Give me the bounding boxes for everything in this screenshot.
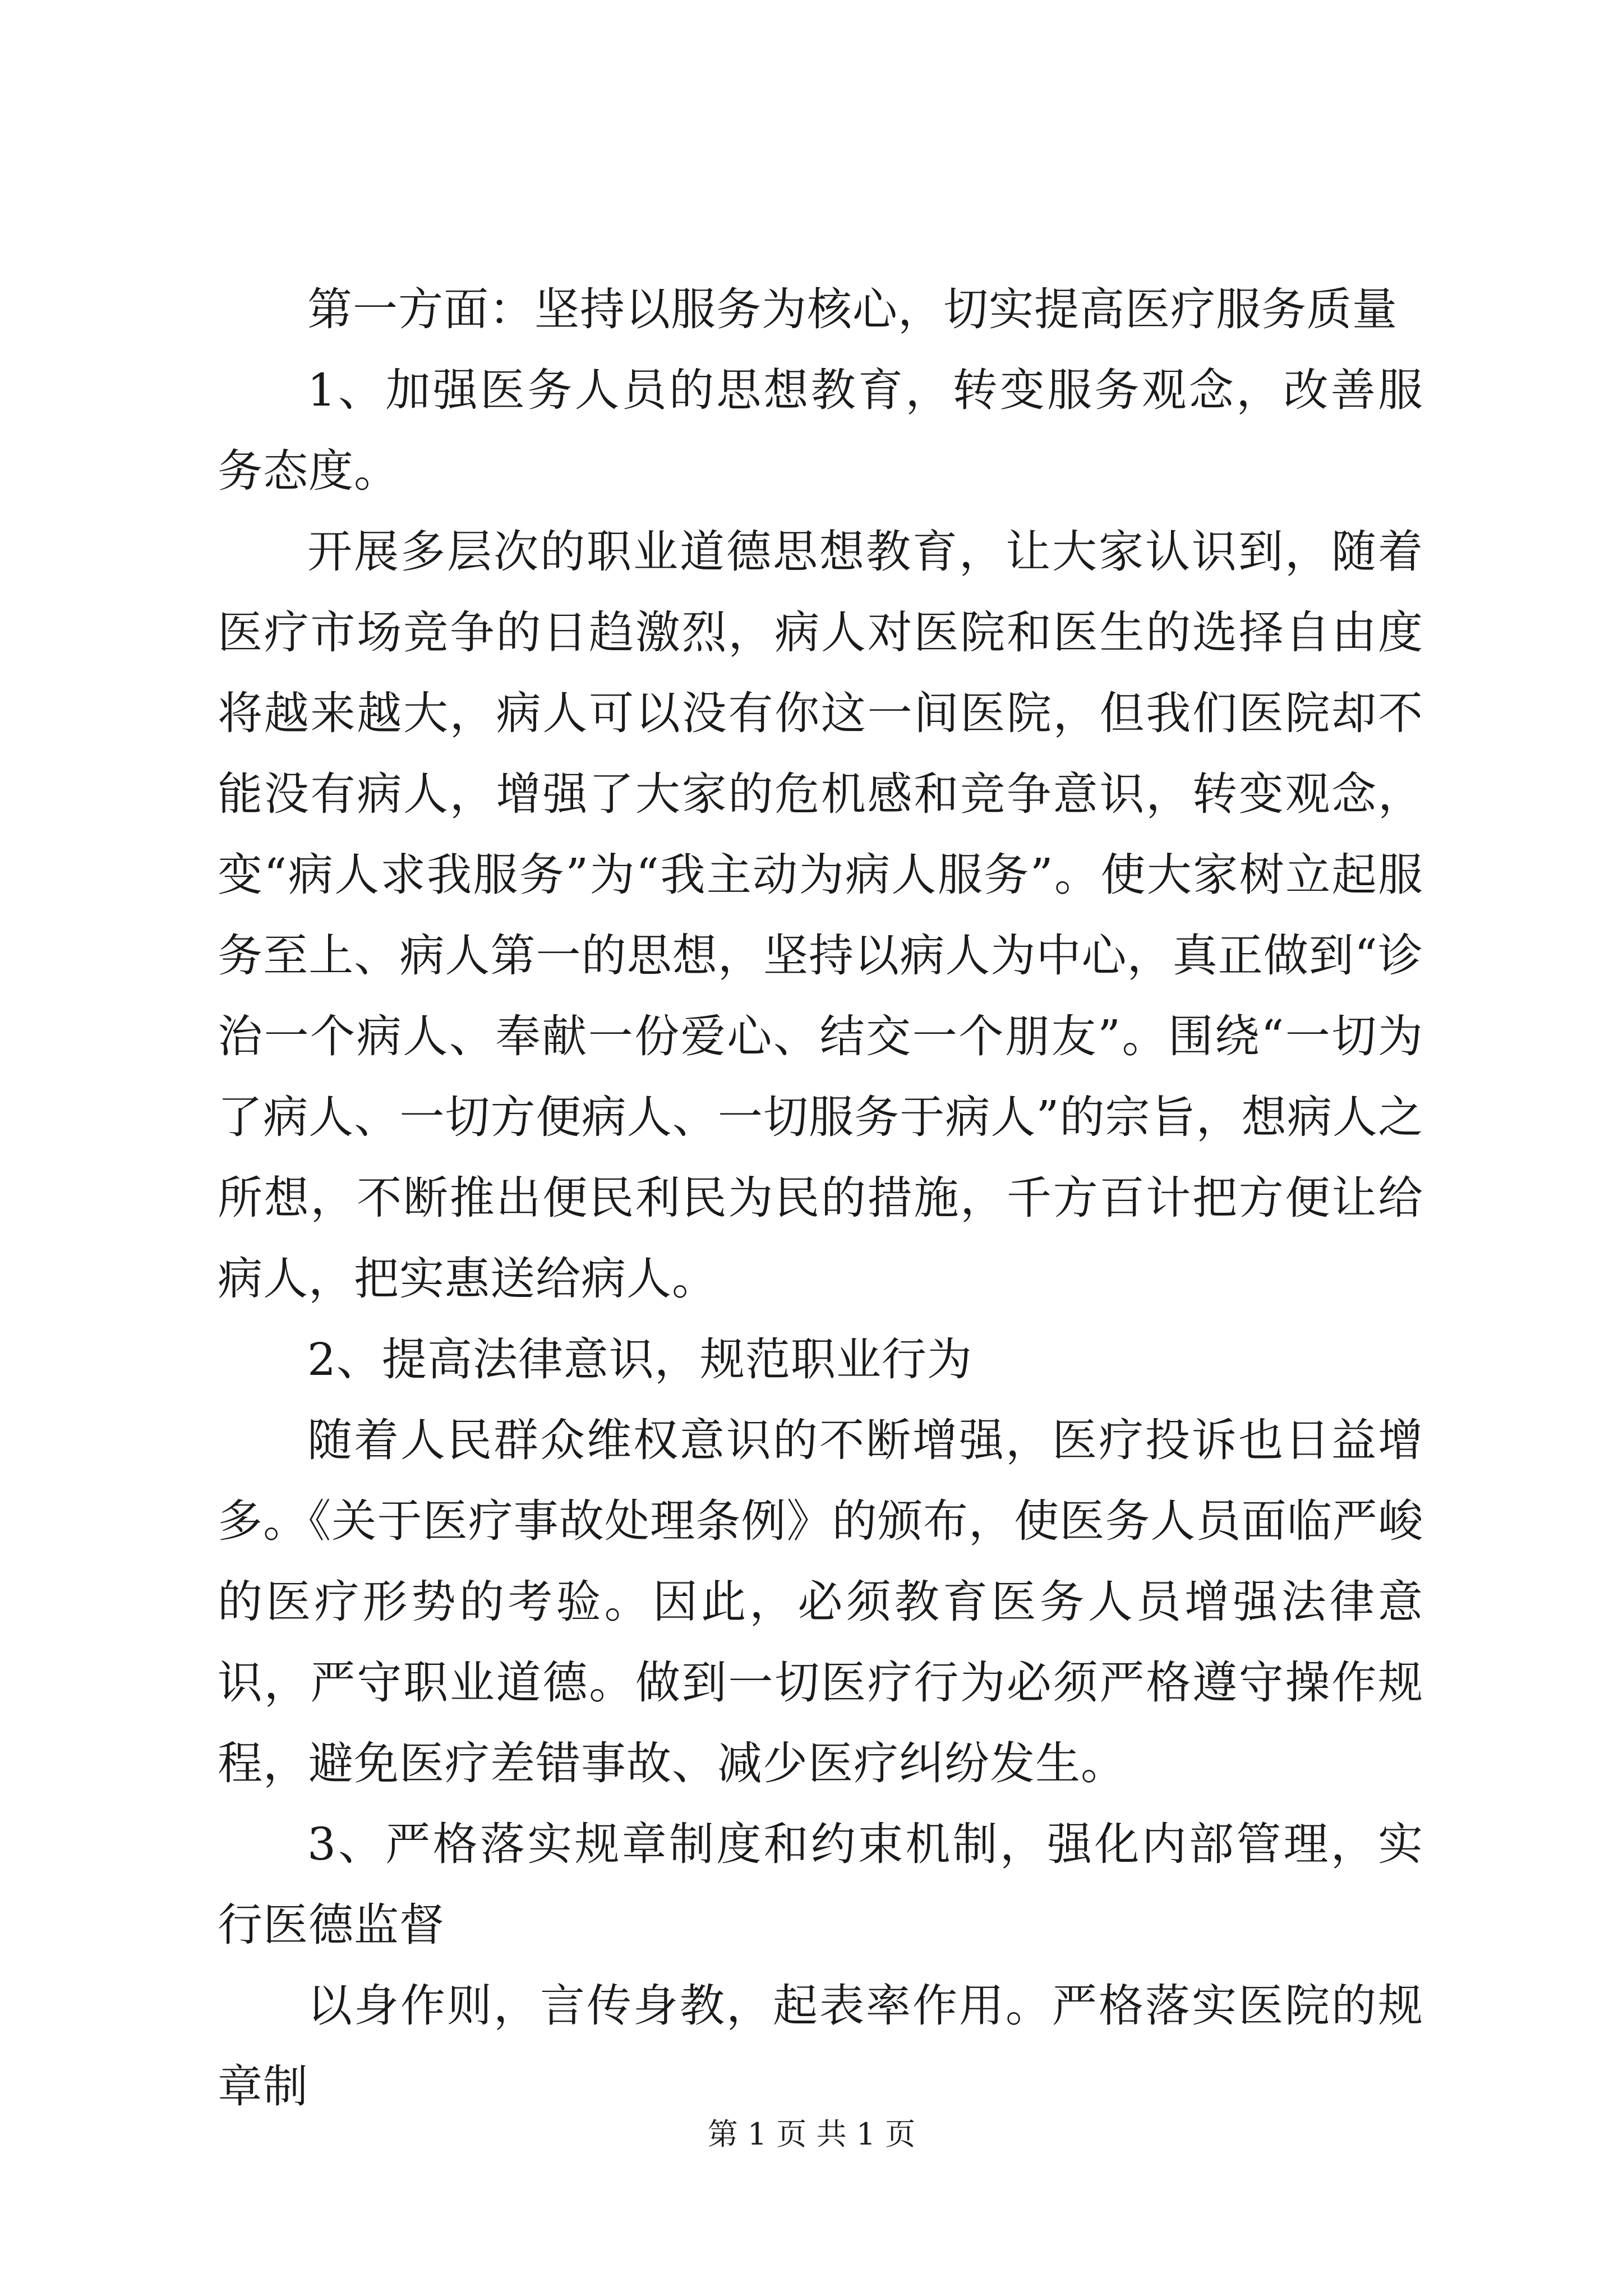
subheading-2: 2、提高法律意识，规范职业行为	[307, 1333, 972, 1386]
document-body	[218, 269, 1423, 2127]
page-footer	[0, 2115, 1623, 2154]
paragraph-1: 开展多层次的职业道德思想教育，让大家认识到，随着医疗市场竞争的日趋激烈，病人对医院和医生的选择自由度将越来越大，病人可以没有你这一间医院，但我们医院却不能没有病人，增强了大家的危机感和竞争意识，转变观念，变“病人求我服务”为“我主动为病人服务”。使大家树立起服务至上、病人第一的思想，坚持以病人为中心，真正做到“诊治一个病人、奉献一份爱心、结交一个朋友”。围绕“一切为了病人、一切方便病人、一切服务于病人”的宗旨，想病人之所想，不断推出便民利民为民的措施，千方百计把方便让给病人，把实惠送给病人。	[218, 526, 1423, 1305]
subheading-1: 1、加强医务人员的思想教育，转变服务观念，改善服务态度。	[218, 364, 1423, 497]
paragraph-2: 随着人民群众维权意识的不断增强，医疗投诉也日益增多。《关于医疗事故处理条例》的颁布，使医务人员面临严峻的医疗形势的考验。因此，必须教育医务人员增强法律意识，严守职业道德。做到一切医疗行为必须严格遵守操作规程，避免医疗差错事故、减少医疗纠纷发生。	[218, 1414, 1423, 1789]
page-number: 第 1 页 共 1 页	[707, 2116, 916, 2152]
paragraph-3: 以身作则，言传身教，起表率作用。严格落实医院的规章制	[218, 1980, 1423, 2113]
subheading-3: 3、严格落实规章制度和约束机制，强化内部管理，实行医德监督	[218, 1818, 1423, 1951]
section-heading: 第一方面：坚持以服务为核心，切实提高医疗服务质量	[307, 283, 1398, 335]
